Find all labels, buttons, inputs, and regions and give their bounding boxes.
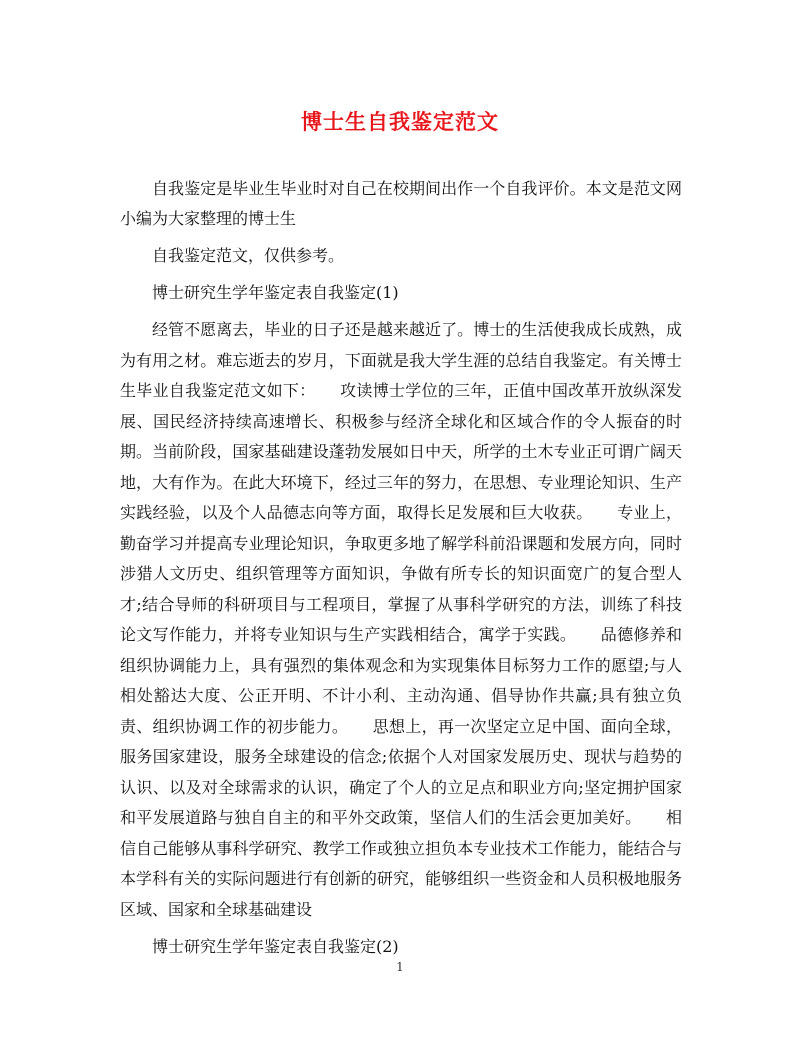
- document-title: 博士生自我鉴定范文: [301, 109, 499, 134]
- body-paragraph: 经管不愿离去，毕业的日子还是越来越近了。博士的生活使我成长成熟，成为有用之材。难忘逝去的岁月，下面就是我大学生涯的总结自我鉴定。有关博士生毕业自我鉴定范文如下： 攻读博士学位的三年，正值中国改革开放纵深发展、国民经济持续高速增长、积极参与经济全球化和区域合作的令人振奋的时期。当前阶段，国家基础建设蓬勃发展如日中天，所学的土木专业正可谓广阔天地，大有作为。在此大环境下，经过三年的努力，在思想、专业理论知识、生产实践经验，以及个人品德志向等方面，取得长足发展和巨大收获。 专业上，勤奋学习并提高专业理论知识，争取更多地了解学科前沿课题和发展方向，同时涉猎人文历史、组织管理等方面知识，争做有所专长的知识面宽广的复合型人才;结合导师的科研项目与工程项目，掌握了从事科学研究的方法，训练了科技论文写作能力，并将专业知识与生产实践相结合，寓学于实践。 品德修养和组织协调能力上，具有强烈的集体观念和为实现集体目标努力工作的愿望;与人相处豁达大度、公正开明、不计小利、主动沟通、倡导协作共赢;具有独立负责、组织协调工作的初步能力。 思想上，再一次坚定立足中国、面向全球，服务国家建设，服务全球建设的信念;依据个人对国家发展历史、现状与趋势的认识、以及对全球需求的认识，确定了个人的立足点和职业方向;坚定拥护国家和平发展道路与独自自主的和平外交政策，坚信人们的生活会更加美好。 相信自己能够从事科学研究、教学工作或独立担负本专业技术工作能力，能结合与本学科有关的实际问题进行有创新的研究，能够组织一些资金和人员积极地服务区域、国家和全球基础建设: [120, 320, 682, 919]
- section-heading-2: 博士研究生学年鉴定表自我鉴定(2): [152, 937, 399, 956]
- intro-paragraph: 自我鉴定是毕业生毕业时对自己在校期间出作一个自我评价。本文是范文网小编为大家整理的博士生: [120, 179, 682, 228]
- document-body: [120, 174, 682, 962]
- section-heading-1: 博士研究生学年鉴定表自我鉴定(1): [152, 283, 399, 302]
- intro-paragraph-continued: 自我鉴定范文，仅供参考。: [152, 246, 345, 265]
- page-number: 1: [396, 960, 404, 974]
